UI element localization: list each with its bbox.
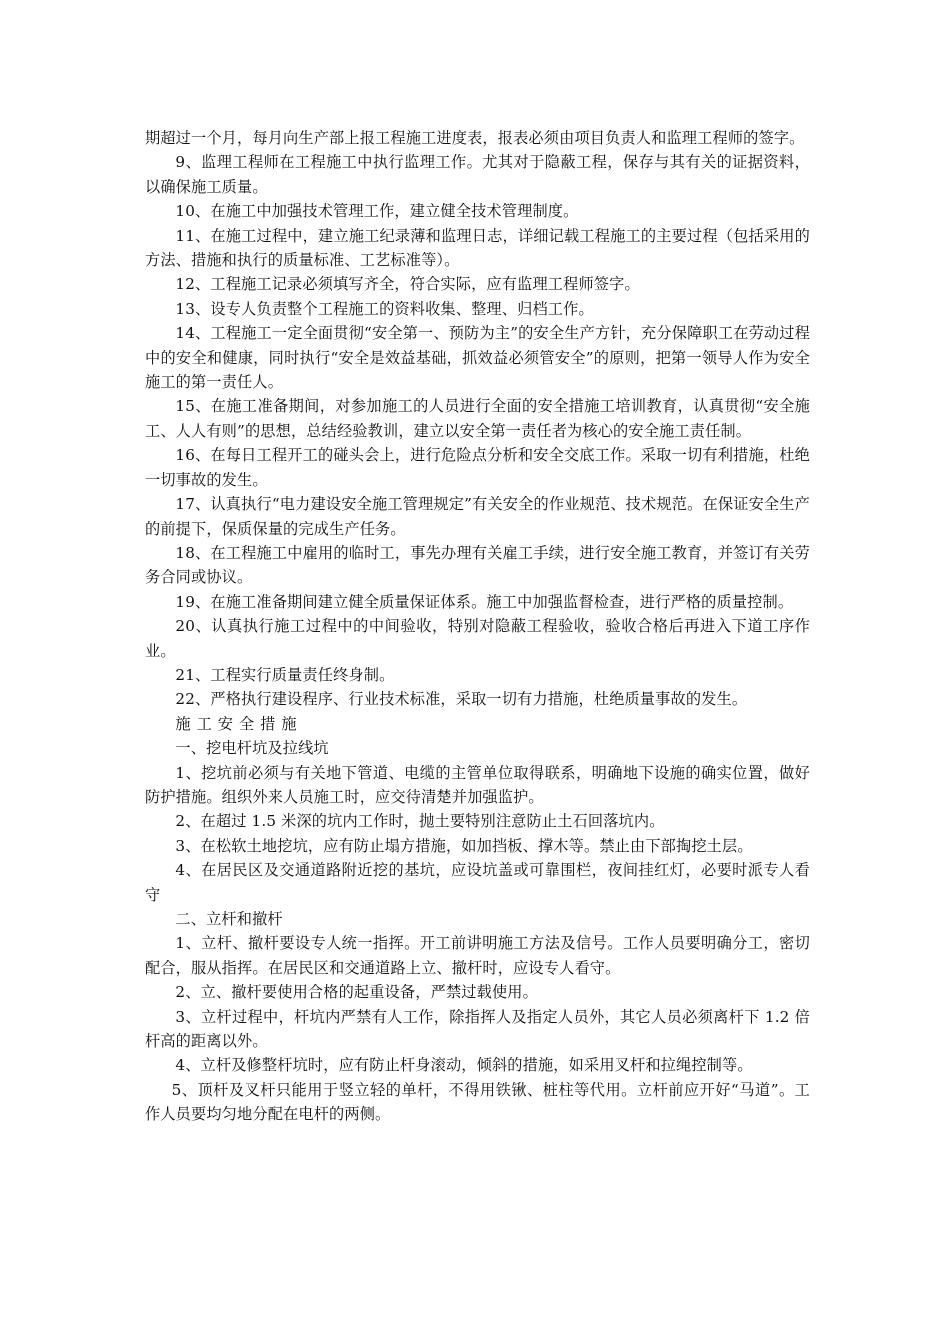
paragraph: 1、挖坑前必须与有关地下管道、电缆的主管单位取得联系，明确地下设施的确实位置，做好防护措施。组织外来人员施工时，应交待清楚并加强监护。	[145, 763, 810, 806]
paragraph: 12、工程施工记录必须填写齐全，符合实际，应有监理工程师签字。	[175, 275, 640, 294]
paragraph: 2、在超过 1.5 米深的坑内工作时，抛土要特别注意防止土石回落坑内。	[175, 812, 665, 831]
paragraph: 22、严格执行建设程序、行业技术标准，采取一切有力措施，杜绝质量事故的发生。	[175, 690, 748, 709]
paragraph: 15、在施工准备期间，对参加施工的人员进行全面的安全措施工培训教育，认真贯彻“安全施工、人人有则”的思想，总结经验教训，建立以安全第一责任者为核心的安全施工责任制。	[145, 397, 810, 440]
paragraph: 17、认真执行“电力建设安全施工管理规定”有关安全的作业规范、技术规范。在保证安全生产的前提下，保质保量的完成生产任务。	[145, 495, 810, 538]
paragraph: 16、在每日工程开工的碰头会上，进行危险点分析和安全交底工作。采取一切有利措施，杜绝一切事故的发生。	[145, 446, 810, 489]
document-body	[145, 126, 810, 1127]
paragraph: 19、在施工准备期间建立健全质量保证体系。施工中加强监督检查，进行严格的质量控制。	[175, 592, 794, 611]
paragraph: 13、设专人负责整个工程施工的资料收集、整理、归档工作。	[175, 299, 594, 318]
paragraph: 11、在施工过程中，建立施工纪录薄和监理日志，详细记载工程施工的主要过程（包括采用的方法、措施和执行的质量标准、工艺标准等）。	[145, 226, 810, 270]
subsection-heading: 二、立杆和撤杆	[175, 910, 283, 928]
paragraph: 18、在工程施工中雇用的临时工，事先办理有关雇工手续，进行安全施工教育，并签订有关劳务合同或协议。	[145, 543, 810, 587]
paragraph: 21、工程实行质量责任终身制。	[175, 665, 395, 684]
paragraph: 1、立杆、撤杆要设专人统一指挥。开工前讲明施工方法及信号。工作人员要明确分工，密切配合，服从指挥。在居民区和交通道路上立、撤杆时，应设专人看守。	[145, 934, 810, 977]
paragraph: 4、在居民区及交通道路附近挖的基坑，应设坑盖或可靠围栏，夜间挂红灯，必要时派专人看守	[145, 861, 810, 904]
paragraph: 20、认真执行施工过程中的中间验收，特别对隐蔽工程验收，验收合格后再进入下道工序作业。	[145, 617, 810, 660]
paragraph: 期超过一个月，每月向生产部上报工程施工进度表，报表必须由项目负责人和监理工程师的签字。	[145, 129, 805, 147]
paragraph: 2、立、撤杆要使用合格的起重设备，严禁过载使用。	[175, 983, 538, 1002]
paragraph: 10、在施工中加强技术管理工作，建立健全技术管理制度。	[175, 202, 579, 221]
paragraph: 3、立杆过程中，杆坑内严禁有人工作，除指挥人及指定人员外，其它人员必须离杆下 1.2 倍杆高的距离以外。	[145, 1007, 810, 1051]
paragraph: 14、工程施工一定全面贯彻“安全第一、预防为主”的安全生产方针，充分保障职工在劳动过程中的安全和健康，同时执行“安全是效益基础，抓效益必须管安全”的原则，把第一领导人作为安全施工的第一责任人。	[145, 324, 810, 392]
paragraph: 4、立杆及修整杆坑时，应有防止杆身滚动，倾斜的措施，如采用叉杆和拉绳控制等。	[175, 1056, 753, 1075]
paragraph: 5、顶杆及叉杆只能用于竖立轻的单杆，不得用铁锹、桩柱等代用。立杆前应开好“马道”。工作人员要均匀地分配在电杆的两侧。	[145, 1080, 810, 1124]
paragraph: 9、监理工程师在工程施工中执行监理工作。尤其对于隐蔽工程，保存与其有关的证据资料，以确保施工质量。	[145, 153, 810, 196]
subsection-heading: 一、挖电杆坑及拉线坑	[175, 739, 329, 758]
section-heading: 施工安全措施	[175, 714, 303, 733]
paragraph: 3、在松软土地挖坑，应有防止塌方措施，如加挡板、撑木等。禁止由下部掏挖土层。	[175, 836, 753, 855]
